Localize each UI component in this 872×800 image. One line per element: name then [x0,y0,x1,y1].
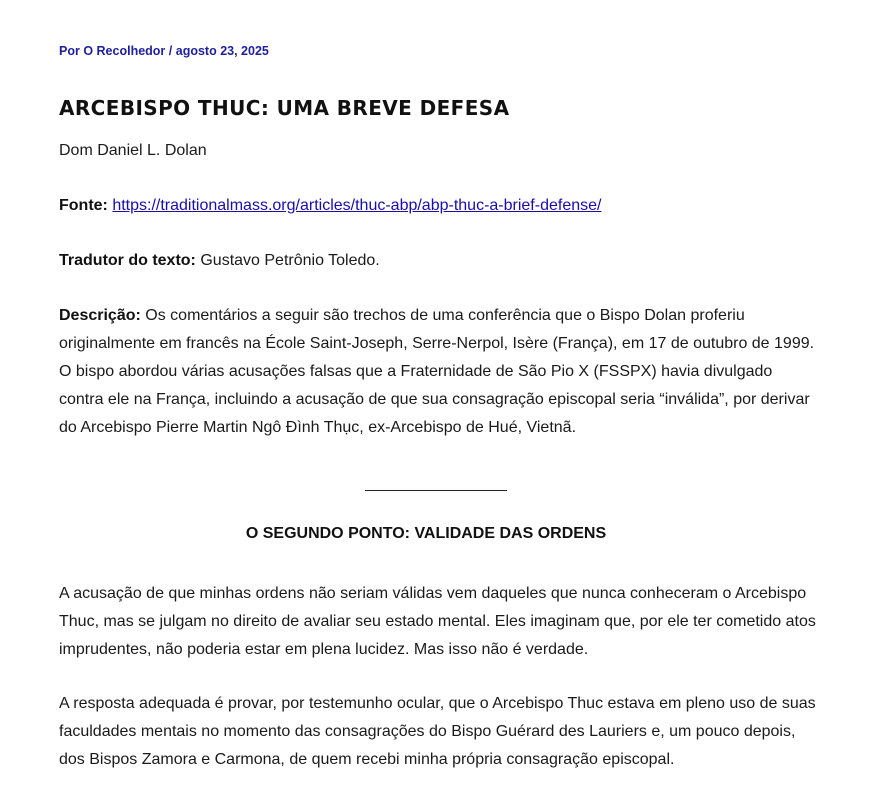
article-title: ARCEBISPO THUC: UMA BREVE DEFESA [59,96,510,120]
source-label: Fonte: [59,197,108,214]
description-label: Descrição: [59,307,141,324]
post-meta [59,44,269,58]
body-paragraph-1: A acusação de que minhas ordens não seriam válidas vem daqueles que nunca conheceram o Arcebispo Thuc, mas se julgam no direito de avaliar seu estado mental. Eles imaginam que, por ele ter cometido atos imprudentes, não poderia estar em plena lucidez. Mas isso não é verdade. [59,585,816,658]
source-link[interactable]: https://traditionalmass.org/articles/thuc-abp/abp-thuc-a-brief-defense/ [112,197,602,214]
section-divider [365,490,507,491]
meta-separator: / [168,44,173,58]
section-heading: O SEGUNDO PONTO: VALIDADE DAS ORDENS [245,525,607,542]
author-link[interactable]: O Recolhedor [83,44,166,58]
body-paragraph-2: A resposta adequada é provar, por testemunho ocular, que o Arcebispo Thuc estava em pleno uso de suas faculdades mentais no momento das consagrações do Bispo Guérard des Lauriers e, um pouco depois, dos Bispos Zamora e Carmona, de quem recebi minha própria consagração episcopal. [59,695,816,768]
article-byline: Dom Daniel L. Dolan [59,142,207,159]
description-paragraph [59,302,819,442]
date-link[interactable]: agosto 23, 2025 [175,44,269,58]
source-line [59,192,819,220]
description-text: Os comentários a seguir são trechos de uma conferência que o Bispo Dolan proferiu originalmente em francês na École Saint-Joseph, Serre-Nerpol, Isère (França), em 17 de outubro de 1999. O bispo abordou várias acusações falsas que a Fraternidade de São Pio X (FSSPX) havia divulgado contra ele na França, incluindo a acusação de que sua consagração episcopal seria “inválida”, por derivar do Arcebispo Pierre Martin Ngô Đình Thục, ex-Arcebispo de Hué, Vietnã. [59,307,815,436]
translator-value: Gustavo Petrônio Toledo. [200,252,380,269]
translator-label: Tradutor do texto: [59,252,196,269]
translator-line [59,247,819,275]
meta-by-prefix: Por [59,44,80,58]
